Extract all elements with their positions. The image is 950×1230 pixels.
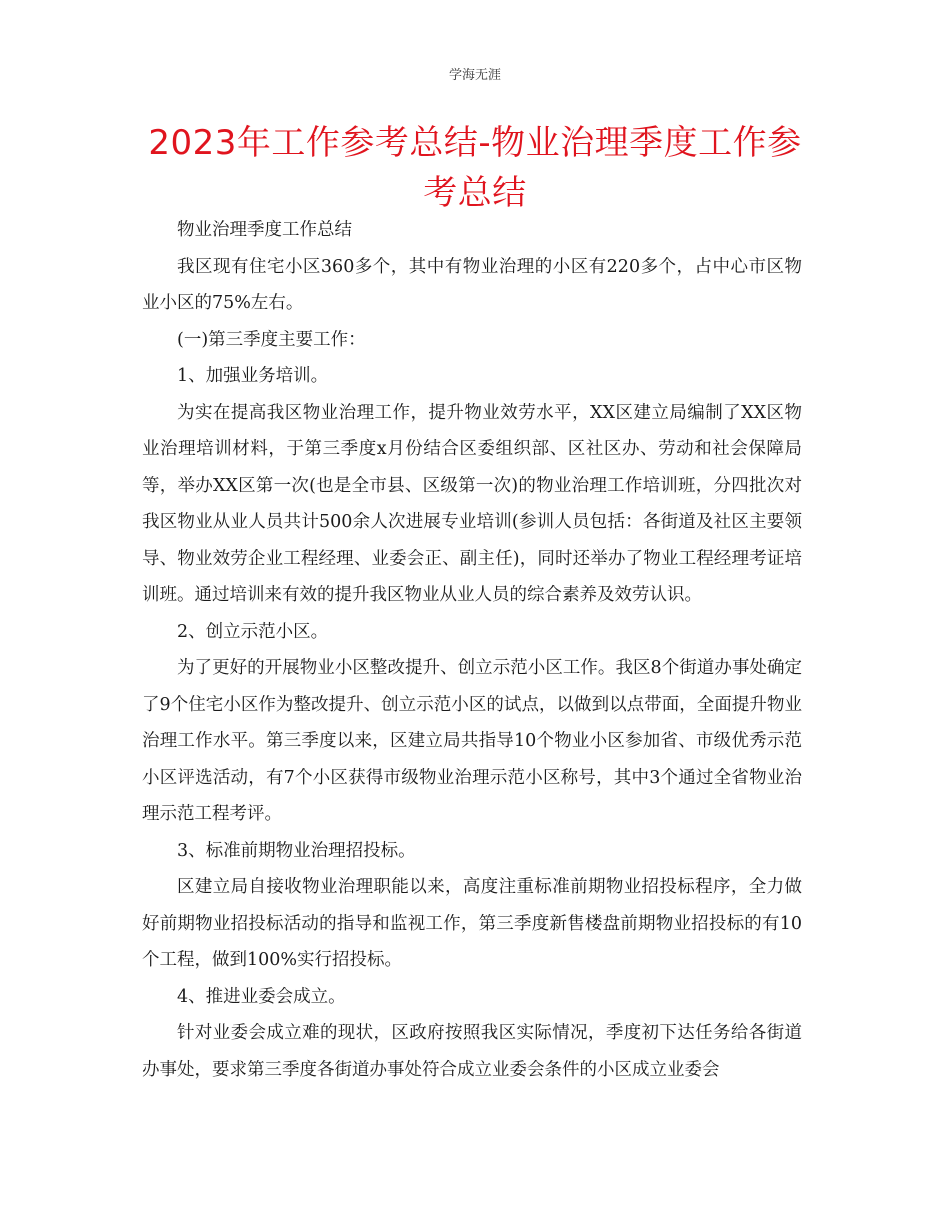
item-heading-4: 4、推进业委会成立。: [177, 986, 346, 1007]
paragraph-subtitle: 物业治理季度工作总结: [177, 220, 352, 240]
item-heading-3: 3、标准前期物业治理招投标。: [177, 840, 416, 861]
paragraph-overview: 我区现有住宅小区360多个，其中有物业治理的小区有220多个，占中心市区物业小区的75%左右。: [142, 256, 802, 313]
item-heading-1: 1、加强业务培训。: [177, 366, 329, 386]
paragraph-owners-committee: 针对业委会成立难的现状，区政府按照我区实际情况，季度初下达任务给各街道办事处，要求第三季度各街道办事处符合成立业委会条件的小区成立业委会: [142, 1023, 802, 1080]
paragraph-demo-community: 为了更好的开展物业小区整改提升、创立示范小区工作。我区8个街道办事处确定了9个住宅小区作为整改提升、创立示范小区的试点，以做到以点带面，全面提升物业治理工作水平。第三季度以来，区建立局共指导10个物业小区参加省、市级优秀示范小区评选活动，有7个小区获得市级物业治理示范小区称号，其中3个通过全省物业治理示范工程考评。: [142, 658, 802, 824]
item-heading-2: 2、创立示范小区。: [177, 621, 329, 642]
section-heading: (一)第三季度主要工作：: [177, 329, 366, 350]
document-title: 2023年工作参考总结-物业治理季度工作参考总结: [148, 123, 802, 213]
paragraph-training: 为实在提高我区物业治理工作，提升物业效劳水平，XX区建立局编制了XX区物业治理培训材料，于第三季度x月份结合区委组织部、区社区办、劳动和社会保障局等，举办XX区第一次(也是全市县、区级第一次)的物业治理工作培训班，分四批次对我区物业从业人员共计500余人次进展专业培训(参训人员包括：各街道及社区主要领导、物业效劳企业工程经理、业委会正、副主任)，同时还举办了物业工程经理考证培训班。通过培训来有效的提升我区物业从业人员的综合素养及效劳认识。: [142, 402, 802, 605]
page-header: 学海无涯: [448, 68, 501, 83]
paragraph-bidding: 区建立局自接收物业治理职能以来，高度注重标准前期物业招投标程序，全力做好前期物业招投标活动的指导和监视工作，第三季度新售楼盘前期物业招投标的有10个工程，做到100%实行招投标。: [142, 877, 802, 970]
document-body: [142, 212, 802, 1088]
